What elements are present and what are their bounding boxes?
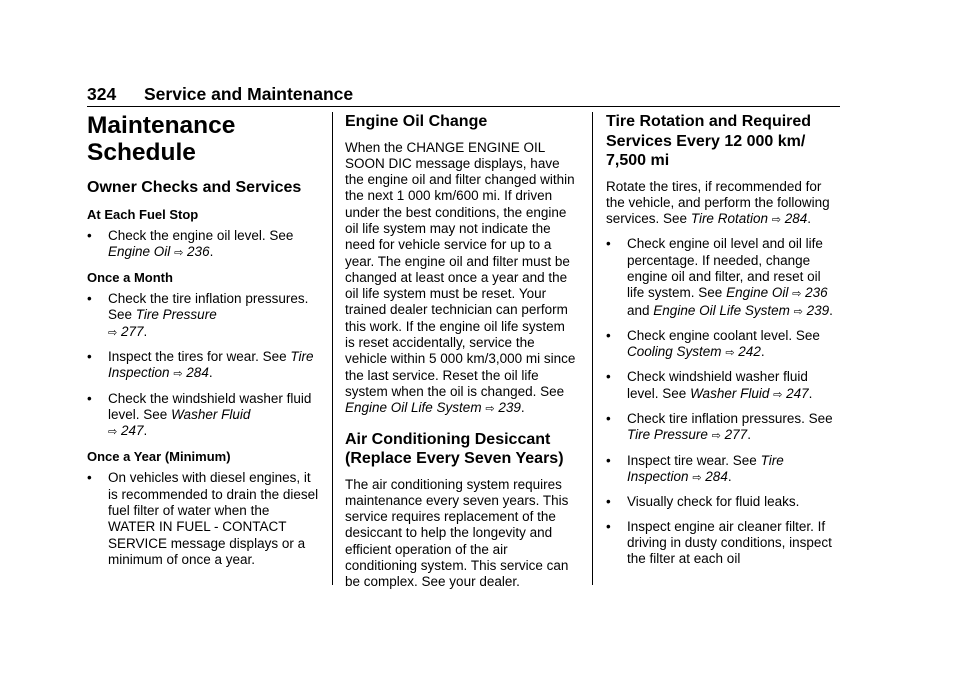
page-ref-arrow-icon: ⇨ <box>108 326 118 339</box>
cross-reference-link[interactable]: Tire Inspection ⇨ 284 <box>108 348 314 381</box>
list-item: • Check engine coolant level. See Cooling System ⇨ 242. <box>606 327 820 360</box>
bullet-icon: • <box>606 327 611 343</box>
list-item: • Check the windshield washer fluid level. See Washer Fluid ⇨ 247. <box>87 390 312 439</box>
bullet-icon: • <box>606 236 611 252</box>
month-heading: Once a Month <box>87 270 173 286</box>
page-number: 324 <box>87 84 117 104</box>
tire-rotation-heading: Tire Rotation and Required Services Every 12 000 km/ 7,500 mi <box>606 113 812 169</box>
list-item: • Visually check for fluid leaks. <box>606 494 800 510</box>
page-ref-arrow-icon: ⇨ <box>108 426 118 439</box>
cross-reference-link[interactable]: Engine Oil ⇨ 236 <box>108 243 210 259</box>
engine-oil-change-heading: Engine Oil Change <box>345 113 488 130</box>
cross-reference-link[interactable]: Washer Fluid ⇨ 247 <box>690 385 809 401</box>
column-2 <box>345 112 577 599</box>
page-ref-arrow-icon: ⇨ <box>692 471 702 484</box>
bullet-icon: • <box>87 227 92 243</box>
page-ref-arrow-icon: ⇨ <box>725 347 735 360</box>
column-1 <box>87 112 319 576</box>
bullet-icon: • <box>87 390 92 406</box>
page-header <box>87 84 353 105</box>
page-title: Maintenance Schedule <box>87 112 236 166</box>
list-item: • Inspect the tires for wear. See Tire Inspection ⇨ 284. <box>87 348 314 381</box>
ac-desiccant-text: The air conditioning system requires maintenance every seven years. This service requires replacement of the desiccant to help the longevity and efficient operation of the air conditioning system. This service can be complex. See your dealer. <box>345 476 569 590</box>
list-item: • Check the engine oil level. See Engine Oil ⇨ 236. <box>87 227 294 259</box>
bullet-icon: • <box>606 518 611 534</box>
bullet-icon: • <box>606 452 611 468</box>
bullet-icon: • <box>606 411 611 427</box>
page-ref-arrow-icon: ⇨ <box>173 368 183 381</box>
list-item: • Check engine oil level and oil life percentage. If needed, change engine oil and filter, and reset oil life system. See Engine Oil ⇨ 236 and Engine Oil Life System ⇨ 239. <box>606 236 833 318</box>
page-ref-arrow-icon: ⇨ <box>793 305 803 318</box>
engine-oil-change-text: When the CHANGE ENGINE OIL SOON DIC message displays, have the engine oil and filter changed within the next 1 000 km/600 mi. If driven under the best conditions, the engine oil life system may not indicate the need for vehicle service for up to a year. The engine oil and filter must be changed at least once a year and the oil life system must be reset. Your trained dealer technician can perform this work. If the engine oil life system is reset accidentally, service the vehicle within 5 000 km/3,000 mi since the last service. Reset the oil life system when the oil is changed. See Engine Oil Life System ⇨ 239. <box>345 139 576 416</box>
year-heading: Once a Year (Minimum) <box>87 449 231 465</box>
fuel-stop-heading: At Each Fuel Stop <box>87 206 199 222</box>
bullet-icon: • <box>87 470 92 486</box>
list-item: • Check tire inflation pressures. See Tire Pressure ⇨ 277. <box>606 411 833 443</box>
list-item: • Check windshield washer fluid level. See Washer Fluid ⇨ 247. <box>606 369 813 401</box>
page-ref-arrow-icon: ⇨ <box>711 430 721 443</box>
bullet-icon: • <box>87 348 92 364</box>
cross-reference-link[interactable]: Engine Oil ⇨ 236 <box>726 285 828 301</box>
list-item: • Inspect engine air cleaner filter. If driving in dusty conditions, inspect the filter at each oil <box>606 518 832 567</box>
list-item: • On vehicles with diesel engines, it is recommended to drain the diesel fuel filter of water when the WATER IN FUEL - CONTACT SERVICE message displays or a minimum of once a year. <box>87 470 319 567</box>
bullet-icon: • <box>606 494 611 510</box>
cross-reference-link[interactable]: Tire Pressure ⇨ 277 <box>627 427 748 443</box>
ac-desiccant-heading: Air Conditioning Desiccant (Replace Every Seven Years) <box>345 430 564 468</box>
cross-reference-link[interactable]: Tire Pressure ⇨ 277 <box>108 307 217 339</box>
page-ref-arrow-icon: ⇨ <box>174 246 184 259</box>
page-ref-arrow-icon: ⇨ <box>792 288 802 301</box>
section-title: Service and Maintenance <box>144 84 354 104</box>
page-ref-arrow-icon: ⇨ <box>773 388 783 401</box>
cross-reference-link[interactable]: Cooling System ⇨ 242 <box>627 344 761 360</box>
column-divider-2 <box>592 112 593 585</box>
list-item: • Inspect tire wear. See Tire Inspection ⇨ 284. <box>606 452 784 484</box>
cross-reference-link[interactable]: Engine Oil Life System ⇨ 239 <box>653 302 830 318</box>
cross-reference-link[interactable]: Engine Oil Life System ⇨ 239 <box>345 400 521 416</box>
cross-reference-link[interactable]: Washer Fluid ⇨ 247 <box>108 406 251 439</box>
bullet-icon: • <box>87 291 92 307</box>
owner-checks-heading: Owner Checks and Services <box>87 179 302 196</box>
bullet-icon: • <box>606 369 611 385</box>
cross-reference-link[interactable]: Tire Inspection ⇨ 284 <box>627 452 784 484</box>
column-3 <box>606 112 838 575</box>
page-ref-arrow-icon: ⇨ <box>771 214 781 227</box>
header-rule <box>87 106 840 107</box>
list-item: • Check the tire inflation pressures. See Tire Pressure ⇨ 277. <box>87 291 309 339</box>
page-ref-arrow-icon: ⇨ <box>485 403 495 416</box>
cross-reference-link[interactable]: Tire Rotation ⇨ 284 <box>690 211 808 227</box>
column-divider-1 <box>332 112 333 585</box>
tire-rotation-intro: Rotate the tires, if recommended for the vehicle, and perform the following services. See Tire Rotation ⇨ 284. <box>606 178 830 227</box>
